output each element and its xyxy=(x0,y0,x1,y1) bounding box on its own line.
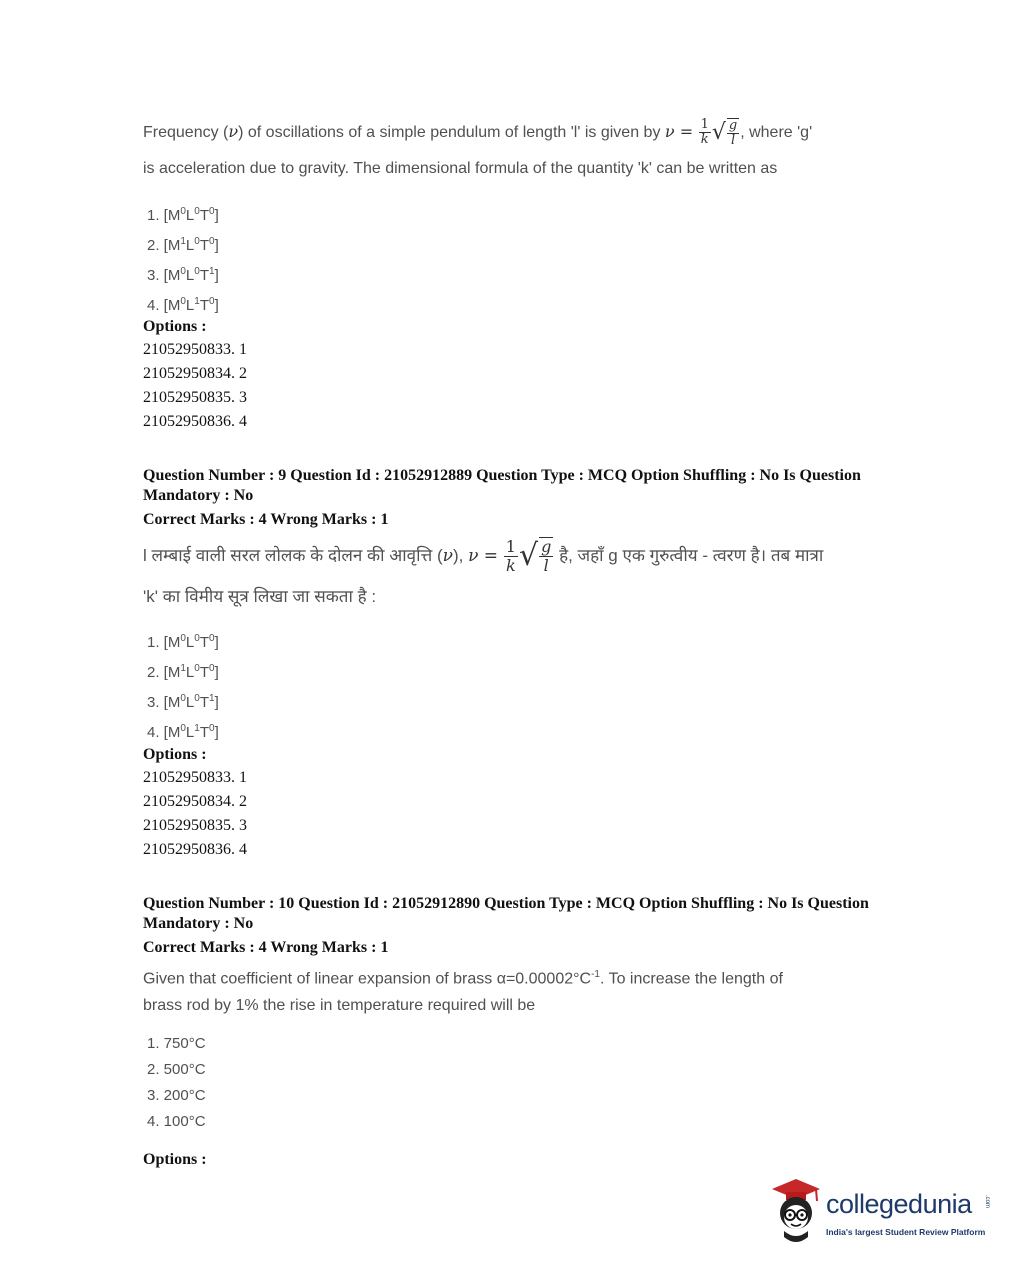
choice-item: 2. $[M^1L^0T^0]$ xyxy=(147,236,219,254)
options-label: Options : xyxy=(143,318,207,335)
brand-name: collegedunia xyxy=(826,1189,972,1219)
choice-item: 1. 750°C xyxy=(147,1035,206,1052)
q8-question-line1: Frequency (ν) of oscillations of a simple pendulum of length 'l' is given by ν = $\frac{1}{k}$ √ $\frac{g}{l}$ , where 'g' xyxy=(143,114,863,151)
choice-item: 4. $[M^0L^1T^0]$ xyxy=(147,723,219,741)
q9-meta-line1: Question Number : 9 Question Id : 21052912889 Question Type : MCQ Option Shuffling : No Is Question Mandatory : No xyxy=(143,467,861,504)
brand-domain: .com xyxy=(984,1195,990,1209)
options-label: Options : xyxy=(143,746,207,763)
q8-choices xyxy=(143,199,219,319)
q8-sqrt: √ $\frac{g}{l}$ xyxy=(711,117,738,148)
choice-item: 4. 100°C xyxy=(147,1113,206,1130)
choice-item: 2. 500°C xyxy=(147,1061,206,1078)
option-id-line: 21052950835. 3 xyxy=(143,389,247,406)
choice-item: 2. $[M^1L^0T^0]$ xyxy=(147,663,219,681)
q10-meta-line1: Question Number : 10 Question Id : 21052912890 Question Type : MCQ Option Shuffling : No Is Question Mandatory : No xyxy=(143,895,869,932)
q9-options xyxy=(143,743,247,862)
q9-marks: Correct Marks : 4 Wrong Marks : 1 xyxy=(143,511,389,528)
q8-question-line2: is acceleration due to gravity. The dimensional formula of the quantity 'k' can be written as xyxy=(143,160,778,178)
q8-fraction: $\frac{1}{k}$ xyxy=(700,117,709,148)
choice-item: 4. $[M^0L^1T^0]$ xyxy=(147,296,219,314)
brand-tagline: India's largest Student Review Platform xyxy=(826,1227,986,1237)
q8-options xyxy=(143,315,247,434)
q10-meta xyxy=(143,894,873,958)
option-id-line: 21052950834. 2 xyxy=(143,365,247,382)
choice-item: 3. $[M^0L^0T^1]$ xyxy=(147,266,219,284)
choice-item: 3. 200°C xyxy=(147,1087,206,1104)
q9-question-text xyxy=(143,536,873,617)
option-id-line: 21052950834. 2 xyxy=(143,793,247,810)
collegedunia-logo xyxy=(764,1175,994,1250)
q8-question-text xyxy=(143,114,863,187)
option-id-line: 21052950836. 4 xyxy=(143,841,247,858)
q9-meta xyxy=(143,466,873,530)
q10-question-line2: brass rod by 1% the rise in temperature required will be xyxy=(143,997,536,1015)
choice-item: 3. $[M^0L^0T^1]$ xyxy=(147,693,219,711)
option-id-line: 21052950835. 3 xyxy=(143,817,247,834)
student-mascot-icon xyxy=(764,1175,826,1250)
q9-choices xyxy=(143,626,219,746)
q9-fraction: $\frac{1}{k}$ xyxy=(505,537,516,576)
option-id-line: 21052950833. 1 xyxy=(143,769,247,786)
q10-options xyxy=(143,1148,207,1171)
choice-item: 1. $[M^0L^0T^0]$ xyxy=(147,206,219,224)
option-id-line: 21052950836. 4 xyxy=(143,413,247,430)
option-id-line: 21052950833. 1 xyxy=(143,341,247,358)
choice-item: 1. $[M^0L^0T^0]$ xyxy=(147,633,219,651)
q10-marks: Correct Marks : 4 Wrong Marks : 1 xyxy=(143,939,389,956)
q10-question-line1: Given that coefficient of linear expansion of brass $\alpha=0.00002^\circ C^{-1}$. To increase the length of xyxy=(143,969,783,988)
q9-sqrt: √ $\frac{g}{l}$ xyxy=(518,537,552,576)
q10-choices xyxy=(143,1031,206,1135)
q9-question-line2: 'k' का विमीय सूत्र लिखा जा सकता है : xyxy=(143,586,377,606)
q9-question-line1: l लम्बाई वाली सरल लोलक के दोलन की आवृत्ति (ν), ν = $\frac{1}{k}$ √ $\frac{g}{l}$ है, जहाँ g एक गुरुत्वीय - त्वरण है। तब मात्रा xyxy=(143,537,824,576)
options-label: Options : xyxy=(143,1151,207,1168)
q10-question-text xyxy=(143,961,873,1019)
